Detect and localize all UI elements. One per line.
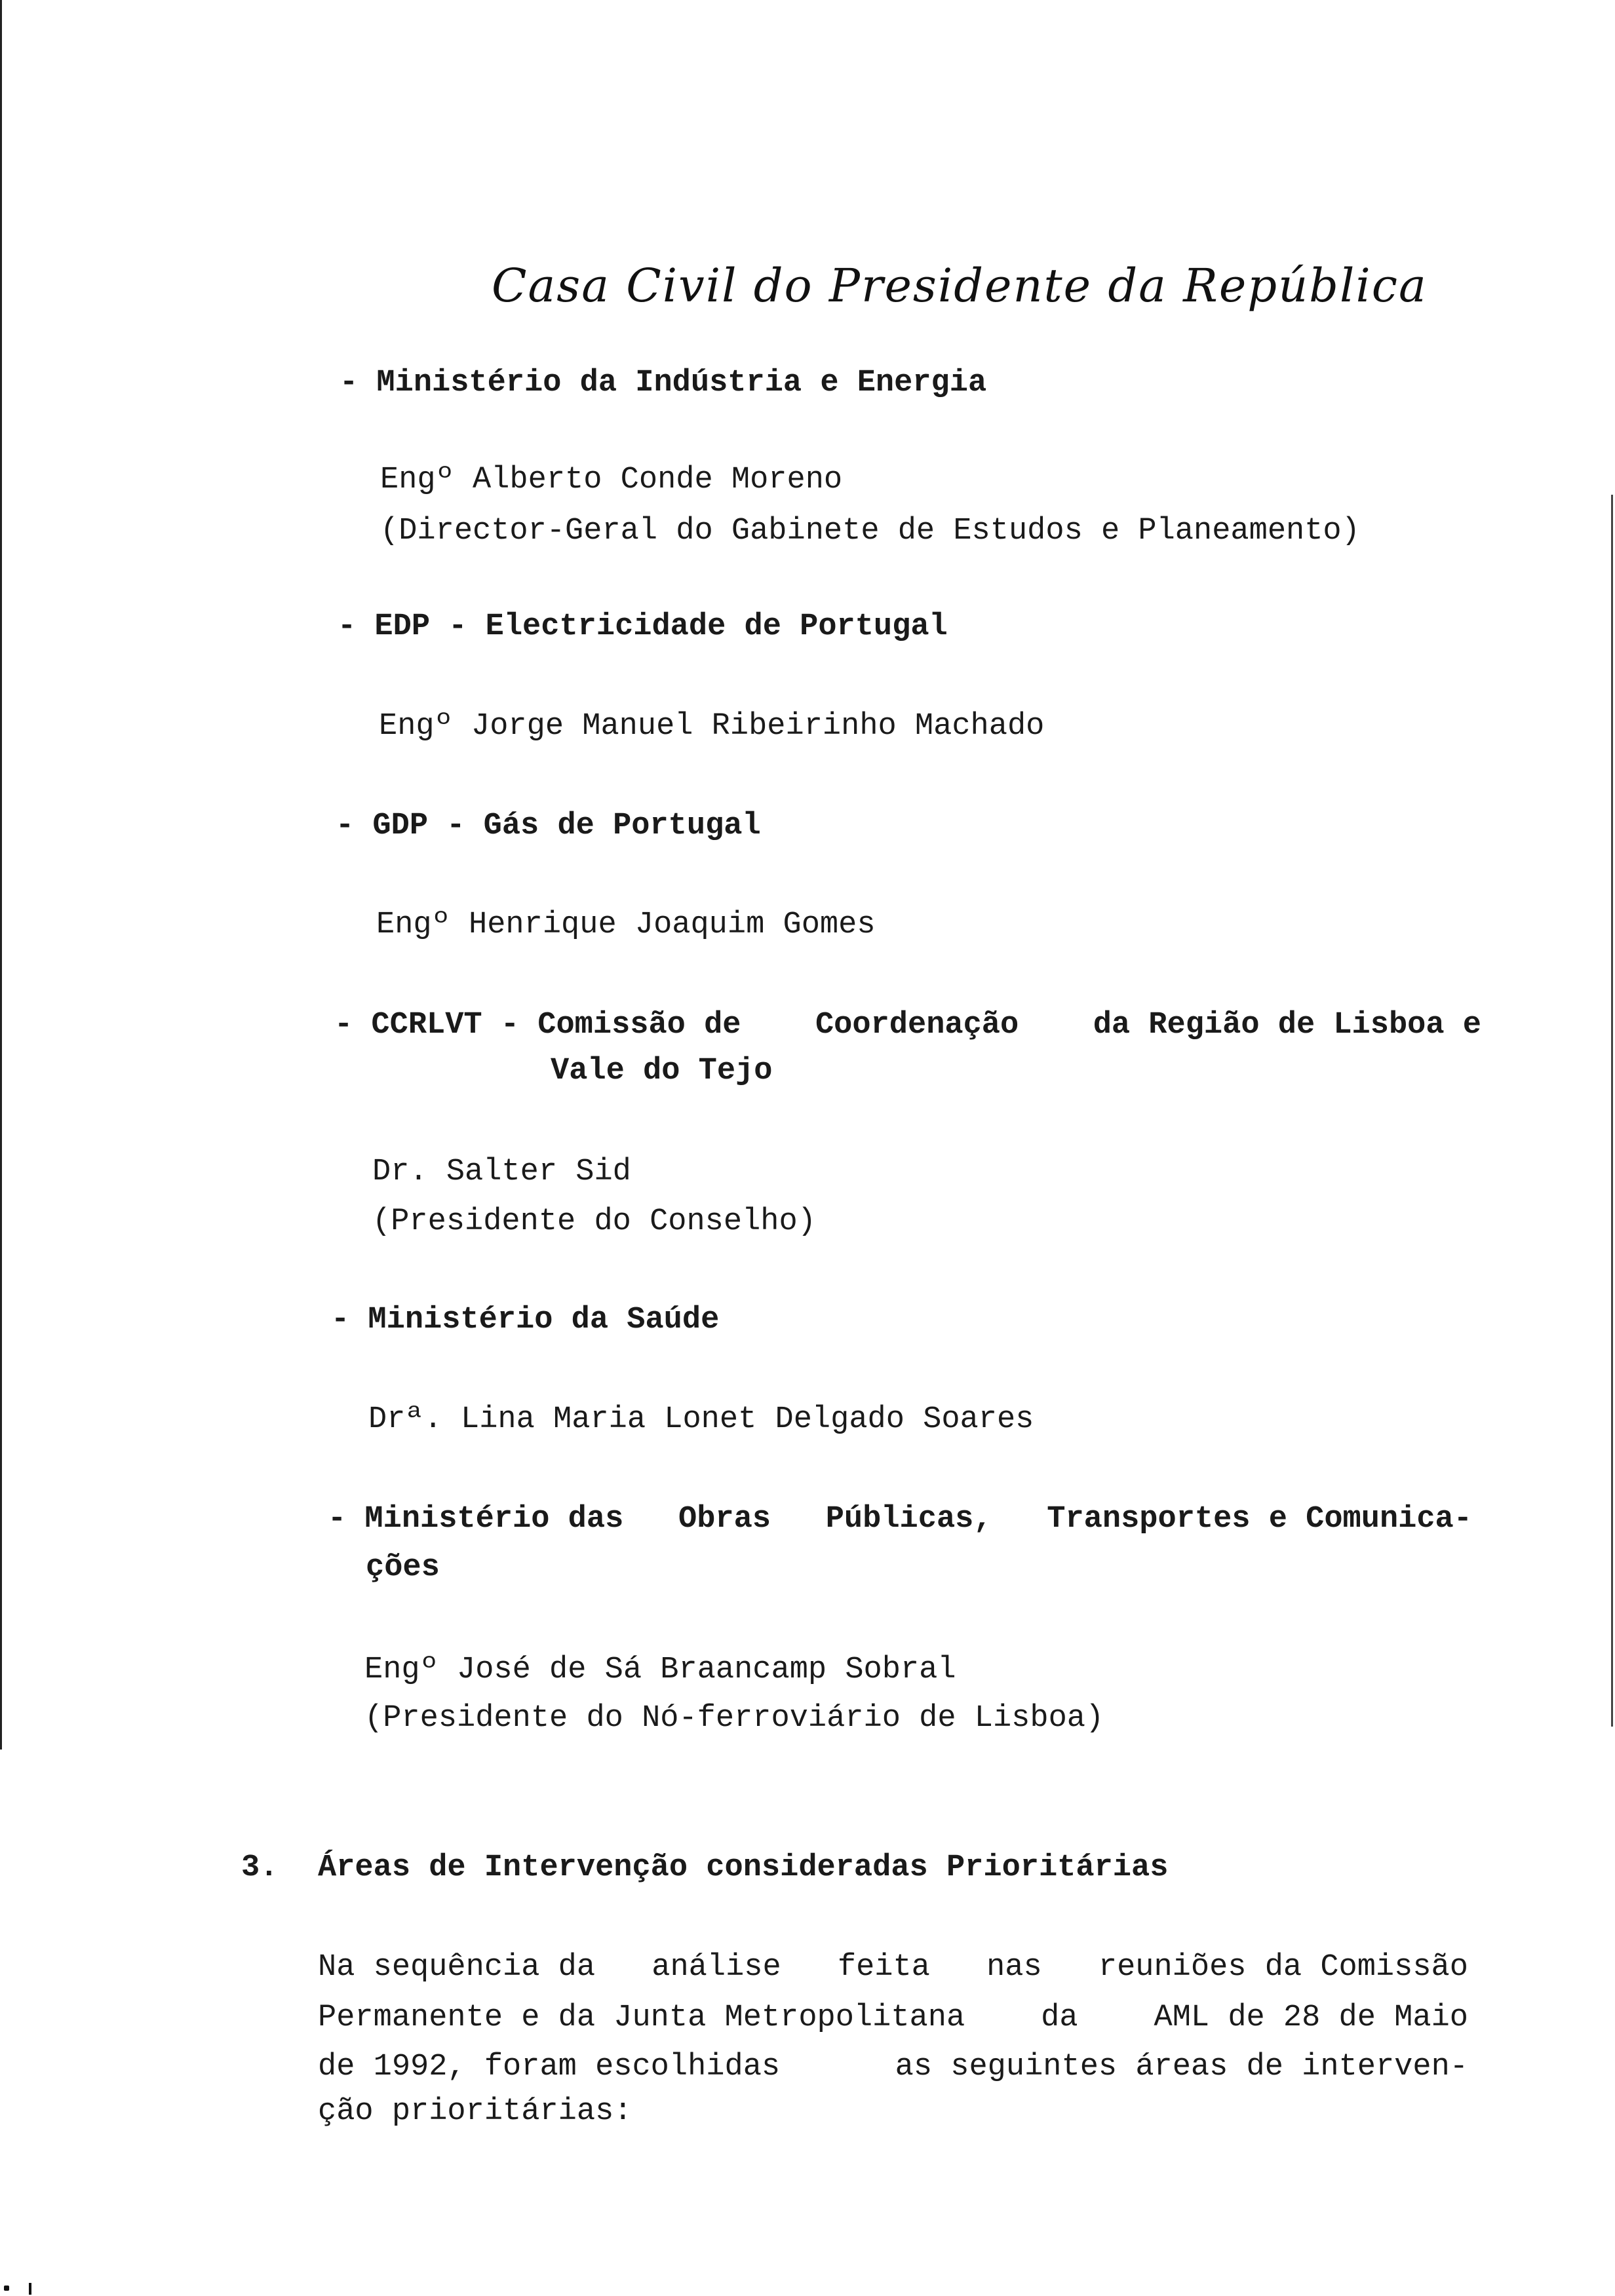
paragraph-word: Permanente e da Junta Metropolitana <box>318 2000 965 2035</box>
paragraph-line: ção prioritárias: <box>318 2094 632 2129</box>
paragraph-line <box>318 2000 1468 2035</box>
entry-heading: - Ministério da Indústria e Energia <box>340 366 987 400</box>
heading-part: Obras <box>678 1502 771 1537</box>
entry-line: Engº Alberto Conde Moreno <box>380 463 843 497</box>
paragraph-word: da <box>1041 2000 1078 2035</box>
entry-heading <box>328 1502 1472 1537</box>
heading-part: - Ministério das <box>328 1502 624 1537</box>
entry-line: Dr. Salter Sid <box>372 1155 631 1189</box>
heading-part: Coordenação <box>815 1008 1019 1043</box>
paragraph-word: Na sequência da <box>318 1950 596 1985</box>
entry-line: Drª. Lina Maria Lonet Delgado Soares <box>368 1402 1034 1437</box>
paragraph-word: as seguintes áreas de interven- <box>895 2050 1468 2084</box>
heading-part: Públicas, <box>825 1502 992 1537</box>
entry-heading <box>334 1008 1481 1043</box>
paragraph-line <box>318 1950 1468 1985</box>
entry-heading: - Ministério da Saúde <box>331 1303 720 1337</box>
heading-part: Transportes e Comunica- <box>1047 1502 1472 1537</box>
entry-heading-continuation: ções <box>366 1550 440 1585</box>
scan-right-edge <box>1611 495 1613 1727</box>
paragraph-word: reuniões da Comissão <box>1098 1950 1468 1985</box>
scan-left-edge <box>0 0 2 1750</box>
entry-line: (Presidente do Conselho) <box>372 1204 816 1239</box>
heading-part: da Região de Lisboa e <box>1093 1008 1481 1043</box>
entry-heading-continuation: Vale do Tejo <box>551 1054 773 1088</box>
paragraph-word: de 1992, foram escolhidas <box>318 2050 781 2084</box>
scan-speck <box>4 2286 9 2291</box>
section-title: Áreas de Intervenção consideradas Prioritárias <box>318 1850 1169 1885</box>
letterhead: Casa Civil do Presidente da República <box>492 259 1428 313</box>
paragraph-word: nas <box>986 1950 1042 1985</box>
scan-speck <box>29 2283 31 2295</box>
entry-heading: - GDP - Gás de Portugal <box>336 809 761 843</box>
entry-line: Engº José de Sá Braancamp Sobral <box>364 1653 956 1687</box>
section-number: 3. <box>241 1850 279 1885</box>
entry-line: (Director-Geral do Gabinete de Estudos e Planeamento) <box>380 514 1360 548</box>
entry-line: (Presidente do Nó-ferroviário de Lisboa) <box>364 1701 1104 1736</box>
paragraph-word: AML de 28 de Maio <box>1154 2000 1468 2035</box>
paragraph-word: análise <box>652 1950 781 1985</box>
heading-part: - CCRLVT - Comissão de <box>334 1008 741 1043</box>
paragraph-line <box>318 2050 1468 2084</box>
paragraph-word: feita <box>837 1950 930 1985</box>
entry-line: Engº Henrique Joaquim Gomes <box>376 908 876 942</box>
entry-line: Engº Jorge Manuel Ribeirinho Machado <box>379 709 1045 744</box>
entry-heading: - EDP - Electricidade de Portugal <box>338 609 948 644</box>
